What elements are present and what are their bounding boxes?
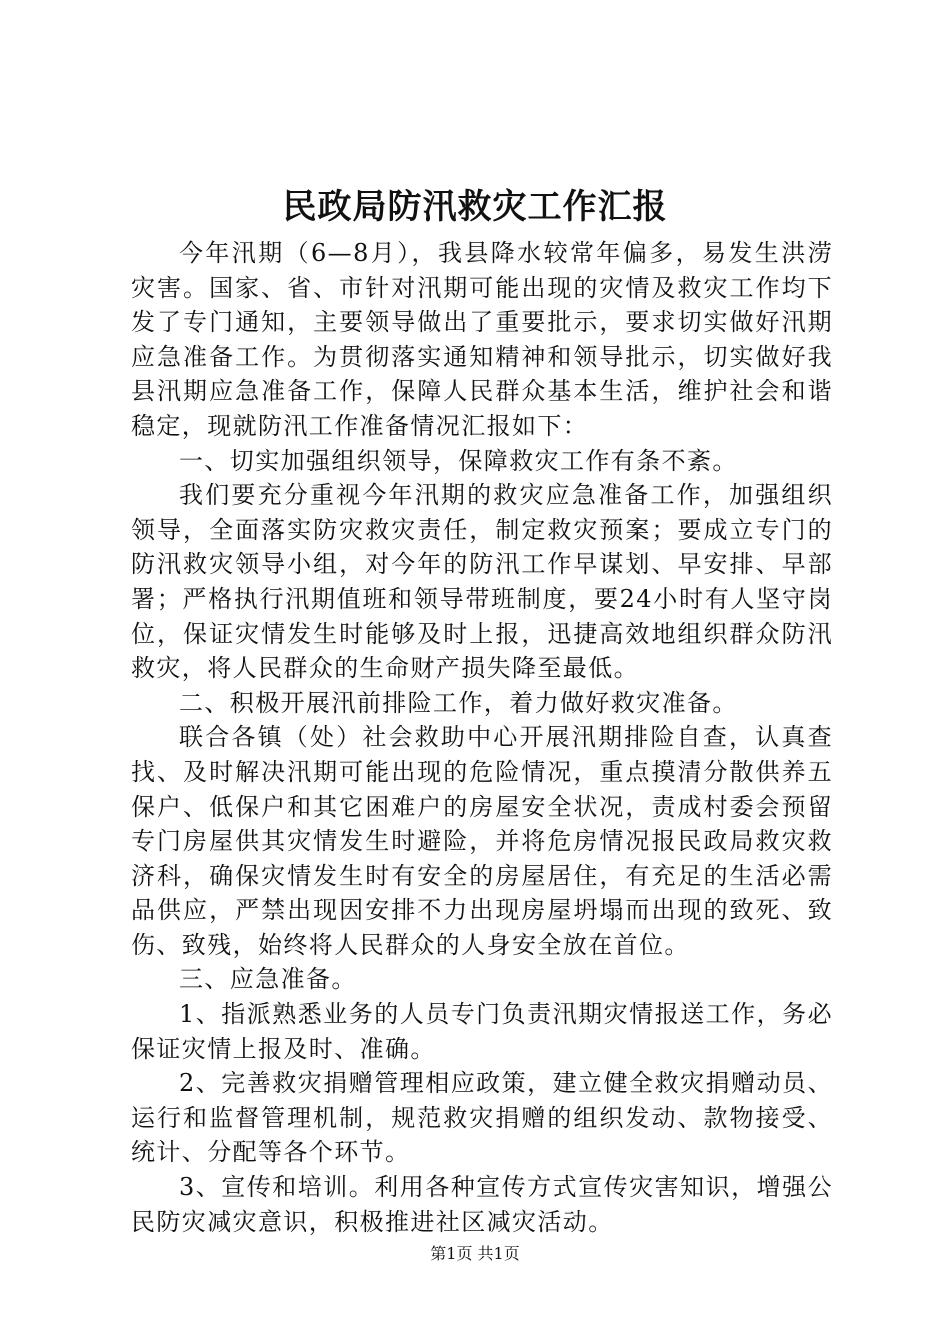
list-item-1: 1、指派熟悉业务的人员专门负责汛期灾情报送工作，务必保证灾情上报及时、准确。 — [131, 1000, 833, 1063]
paragraph-intro: 今年汛期（6—8月），我县降水较常年偏多，易发生洪涝灾害。国家、省、市针对汛期可能出现的灾情及救灾工作均下发了专门通知，主要领导做出了重要批示，要求切实做好汛期应急准备工作。为贯彻落实通知精神和领导批示，切实做好我县汛期应急准备工作，保障人民群众基本生活，维护社会和谐稳定，现就防汛工作准备情况汇报如下： — [131, 239, 833, 440]
document-body — [131, 236, 833, 1239]
paragraph-section-2: 联合各镇（处）社会救助中心开展汛期排险自查，认真查找、及时解决汛期可能出现的危险情况，重点摸清分散供养五保户、低保户和其它困难户的房屋安全状况，责成村委会预留专门房屋供其灾情发生时避险，并将危房情况报民政局救灾救济科，确保灾情发生时有安全的房屋居住，有充足的生活必需品供应，严禁出现因安排不力出现房屋坍塌而出现的致死、致伤、致残，始终将人民群众的人身安全放在首位。 — [131, 723, 833, 959]
section-heading-2: 二、积极开展汛前排险工作，着力做好救灾准备。 — [179, 688, 738, 717]
section-heading-3: 三、应急准备。 — [179, 965, 357, 994]
paragraph-section-1: 我们要充分重视今年汛期的救灾应急准备工作，加强组织领导，全面落实防灾救灾责任，制定救灾预案；要成立专门的防汛救灾领导小组，对今年的防汛工作早谋划、早安排、早部署；严格执行汛期值班和领导带班制度，要24小时有人坚守岗位，保证灾情发生时能够及时上报，迅捷高效地组织群众防汛救灾，将人民群众的生命财产损失降至最低。 — [131, 481, 833, 683]
page-footer: 第1页 共1页 — [430, 1244, 520, 1263]
list-item-3: 3、宣传和培训。利用各种宣传方式宣传灾害知识，增强公民防灾减灾意识，积极推进社区减灾活动。 — [131, 1173, 833, 1236]
document-title: 民政局防汛救灾工作汇报 — [282, 187, 668, 227]
section-heading-1: 一、切实加强组织领导，保障救灾工作有条不紊。 — [179, 446, 738, 475]
list-item-2: 2、完善救灾捐赠管理相应政策，建立健全救灾捐赠动员、运行和监督管理机制，规范救灾捐赠的组织发动、款物接受、统计、分配等各个环节。 — [131, 1069, 833, 1167]
